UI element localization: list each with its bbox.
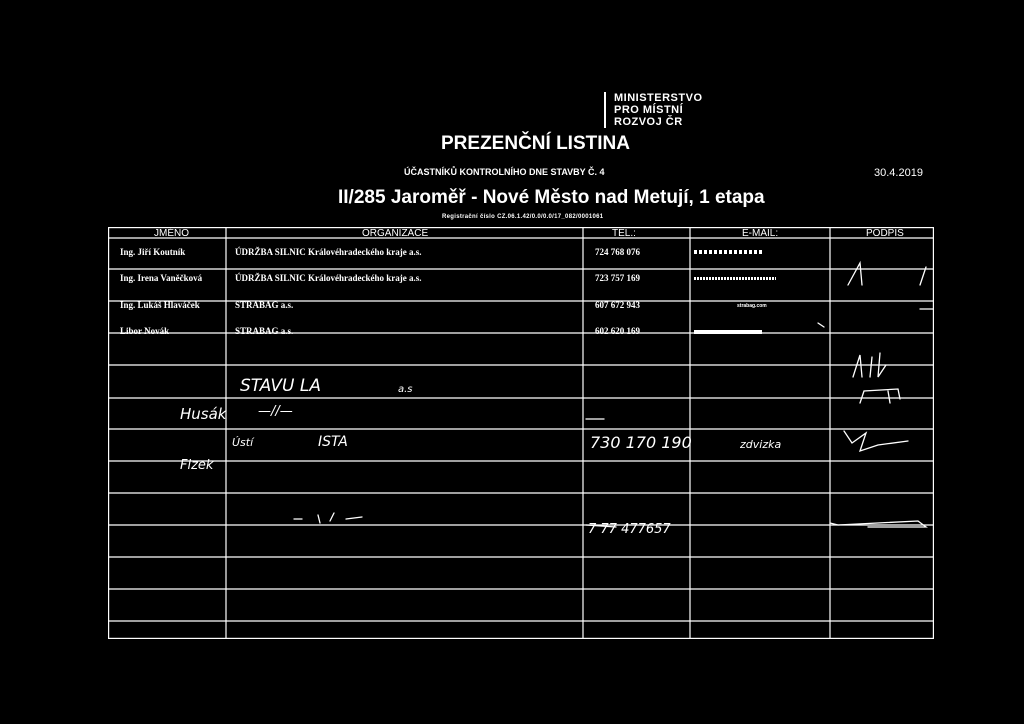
signature-row-1-mark bbox=[920, 267, 926, 285]
handwritten-name-6: Husák bbox=[180, 405, 227, 423]
project-name: II/285 Jaroměř - Nové Město nad Metují, 1 etapa bbox=[338, 187, 765, 208]
row-1-name: Ing. Jiří Koutník bbox=[120, 247, 186, 257]
column-header-email: E-MAIL: bbox=[742, 228, 779, 239]
row-1-phone: 724 768 076 bbox=[595, 247, 640, 257]
row-4-name: Libor Novák bbox=[120, 326, 170, 336]
signature-row-7 bbox=[844, 431, 908, 451]
handwritten-organization-6: —//— bbox=[258, 404, 293, 419]
handwritten-phone-9: 7 77 477657 bbox=[588, 522, 671, 537]
column-header-phone: TEL.: bbox=[612, 228, 636, 239]
row-2-organization: ÚDRŽBA SILNIC Královéhradeckého kraje a.s. bbox=[235, 273, 422, 283]
column-header-name: JMÉNO bbox=[154, 228, 189, 239]
handwritten-phone-7: 730 170 190 bbox=[590, 433, 692, 452]
handwritten-organization-5: STAVU LA bbox=[240, 376, 321, 396]
row-3-email: strabag.com bbox=[737, 303, 767, 309]
row-3-phone: 607 672 943 bbox=[595, 300, 640, 310]
column-header-signature: PODPIS bbox=[866, 228, 904, 239]
row-2-name: Ing. Irena Vaněčková bbox=[120, 273, 203, 283]
signature-row-5 bbox=[853, 353, 886, 377]
handwritten-organization-7: ISTA bbox=[318, 434, 348, 450]
row-2-phone: 723 757 169 bbox=[595, 273, 640, 283]
document-subtitle: ÚČASTNÍKŮ KONTROLNÍHO DNE STAVBY Č. 4 bbox=[404, 167, 605, 177]
signature-row-1 bbox=[848, 263, 862, 285]
stroke-row-9-name bbox=[294, 513, 362, 523]
signature-row-9 bbox=[830, 521, 926, 527]
handwritten-name-7: Fizek bbox=[180, 458, 214, 473]
handwritten-organization-7-prefix: Ústí bbox=[232, 436, 254, 449]
column-header-organization: ORGANIZACE bbox=[362, 228, 429, 239]
handwritten-email-7: zdvizka bbox=[740, 438, 782, 451]
registration-number: Registrační číslo CZ.06.1.42/0.0/0.0/17_082/0001061 bbox=[442, 214, 604, 220]
document-title: PREZENČNÍ LISTINA bbox=[441, 133, 630, 154]
ministry-line-3: ROZVOJ ČR bbox=[614, 116, 683, 128]
handwritten-signatures bbox=[108, 227, 934, 639]
row-4-phone: 602 620 169 bbox=[595, 326, 640, 336]
ministry-line-2: PRO MÍSTNÍ bbox=[614, 104, 684, 116]
signature-row-6 bbox=[860, 389, 900, 403]
handwritten-organization-5-suffix: a.s bbox=[398, 384, 413, 395]
row-3-organization: STRABAG a.s. bbox=[235, 300, 294, 310]
ministry-logo bbox=[604, 92, 703, 128]
signature-row-3 bbox=[818, 323, 824, 327]
document-date: 30.4.2019 bbox=[874, 167, 923, 179]
ministry-line-1: MINISTERSTVO bbox=[614, 92, 703, 104]
row-3-name: Ing. Lukáš Hlaváček bbox=[120, 300, 200, 310]
row-4-organization: STRABAG a.s. bbox=[235, 326, 294, 336]
row-1-organization: ÚDRŽBA SILNIC Královéhradeckého kraje a.s. bbox=[235, 247, 422, 257]
